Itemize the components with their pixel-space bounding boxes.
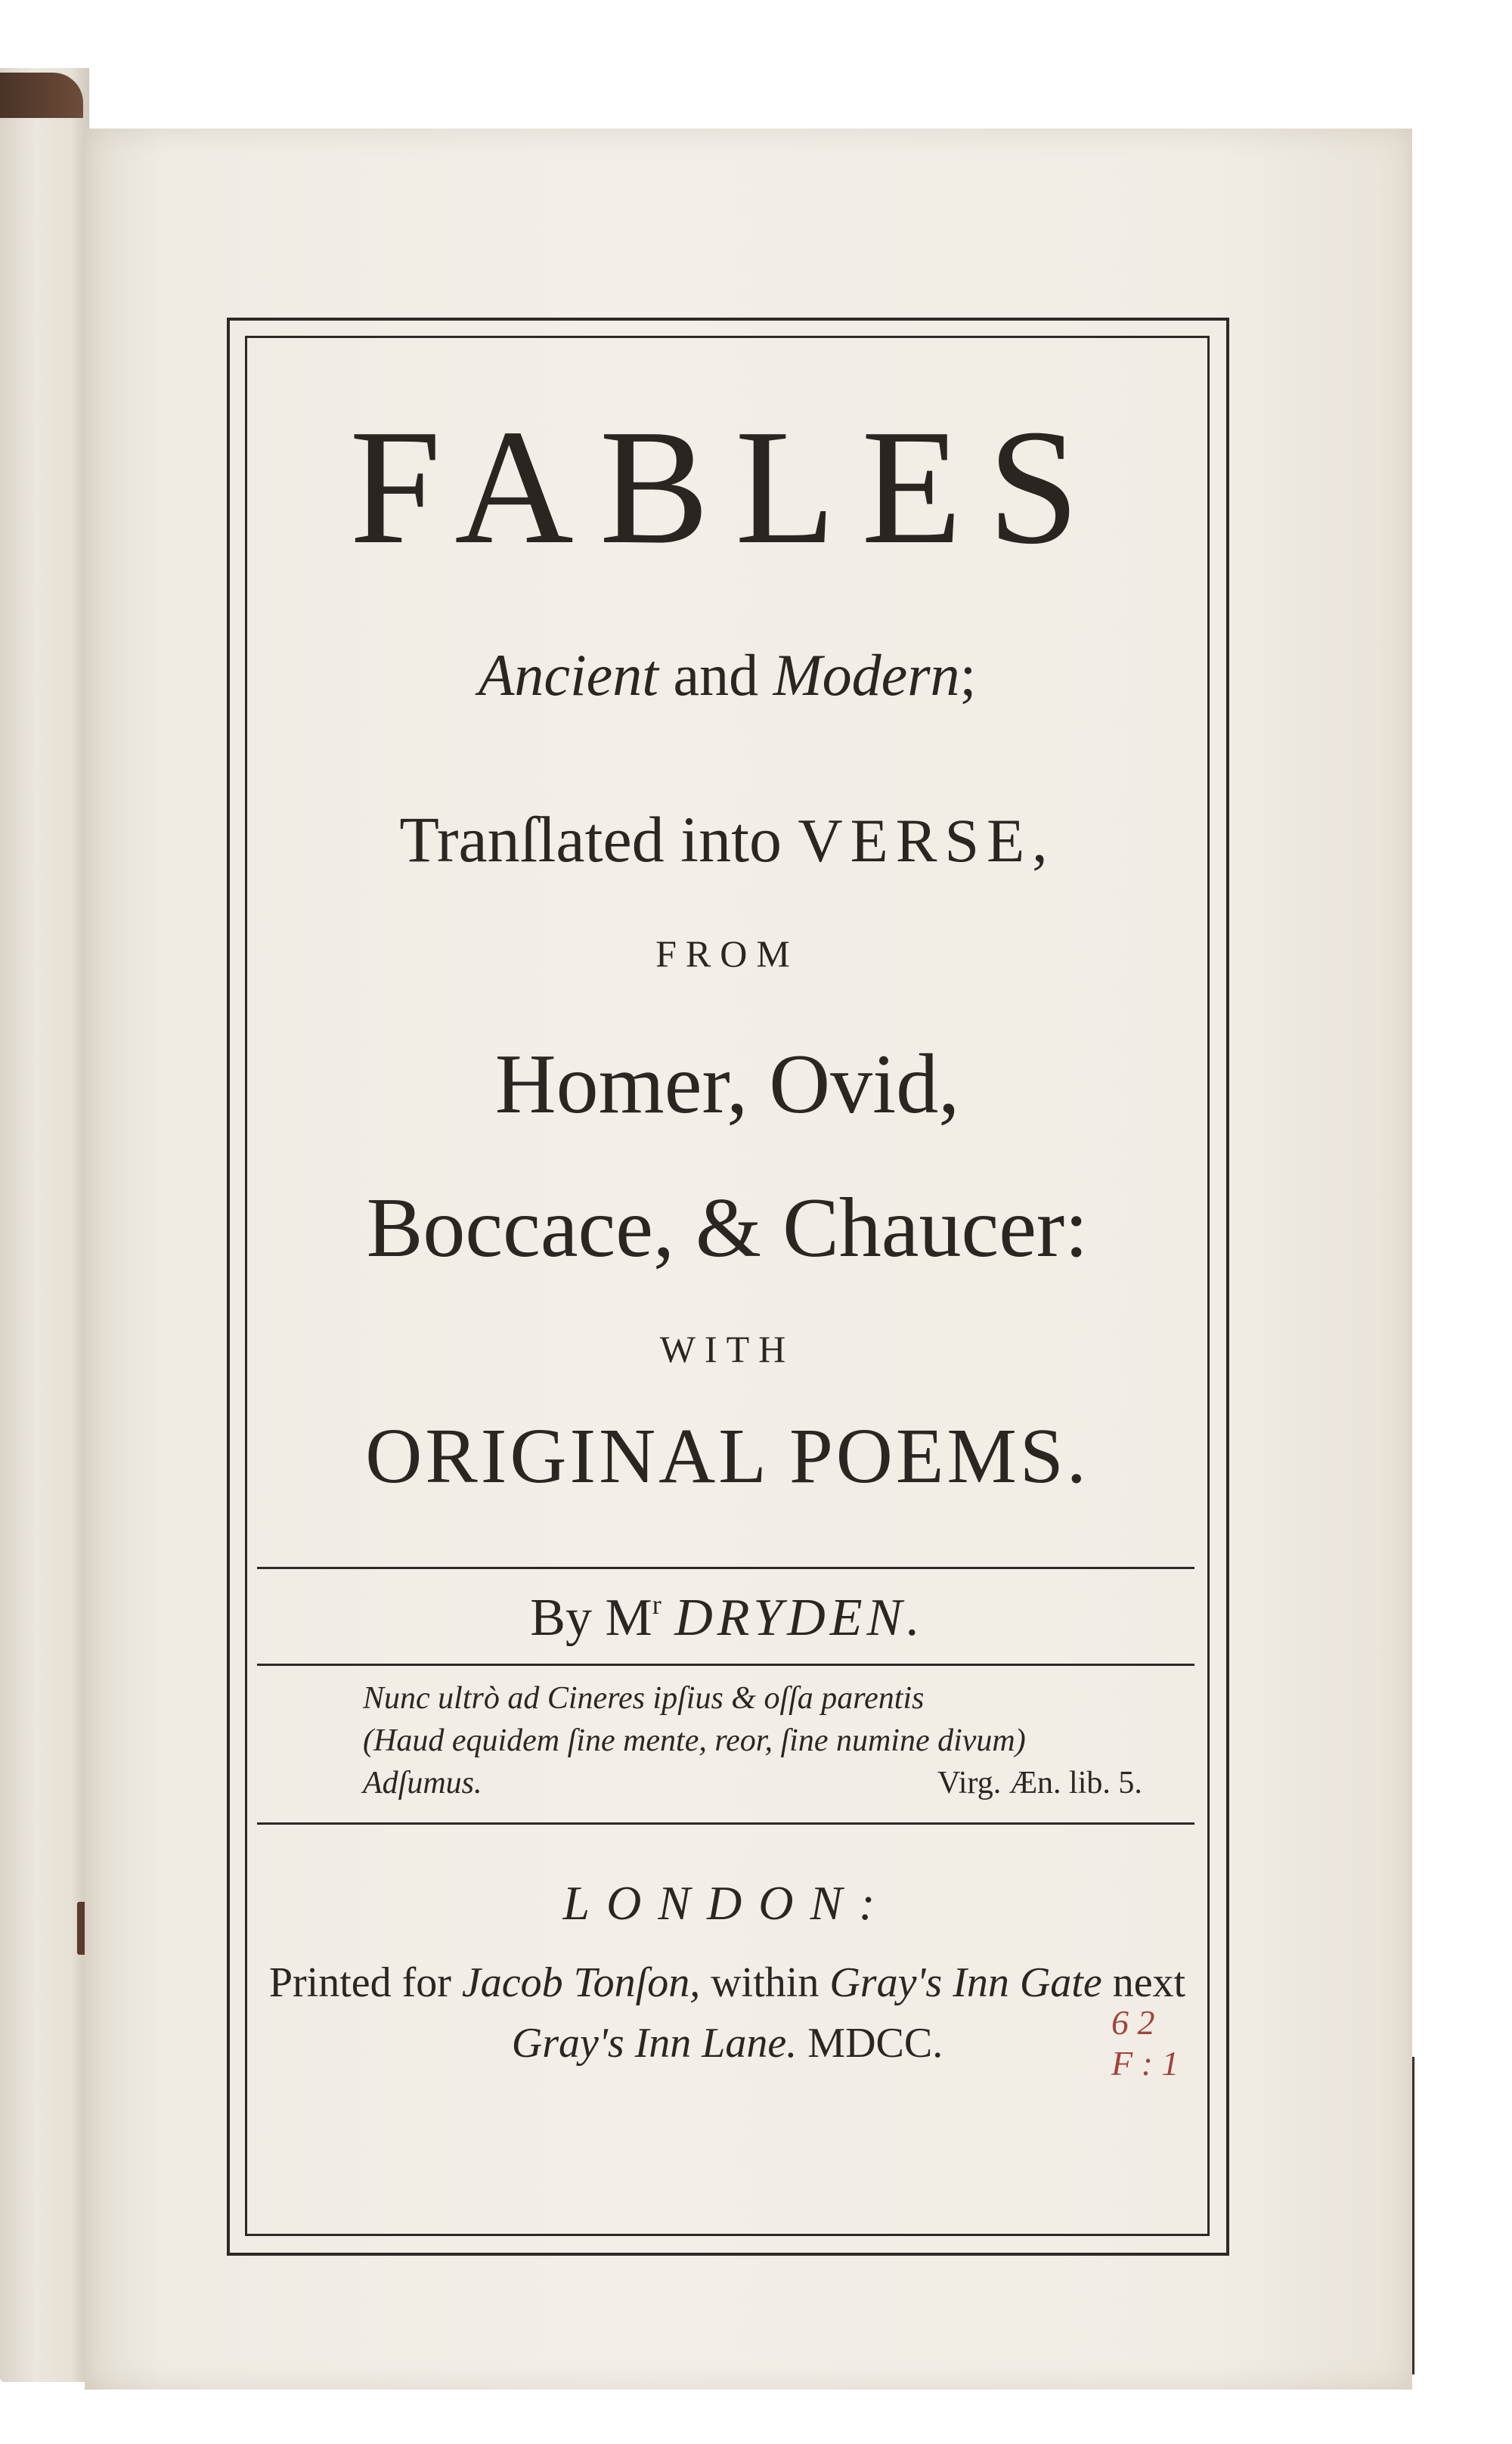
shelfmark-line-1: 6 2 xyxy=(1111,2003,1155,2042)
book-cover-edge xyxy=(0,68,89,2382)
book-title: FABLES xyxy=(349,396,1105,578)
byline xyxy=(245,1588,1210,1648)
subtitle-and: and xyxy=(673,642,759,708)
shelfmark-line-2: F : 1 xyxy=(1111,2044,1179,2083)
inner-border xyxy=(245,336,1210,2236)
imprint-location: Gray's Inn Gate xyxy=(829,1959,1102,2006)
authors-line-2: Boccace, & Chaucer: xyxy=(366,1181,1089,1275)
from-label: FROM xyxy=(655,932,799,975)
with-label: WITH xyxy=(659,1328,795,1370)
translated-line xyxy=(245,802,1210,877)
imprint-next: next xyxy=(1112,1959,1186,2006)
rule-middle xyxy=(257,1664,1194,1666)
translated-verse: VERSE, xyxy=(798,806,1055,875)
subtitle-modern: Modern xyxy=(773,642,960,708)
byline-author: DRYDEN. xyxy=(674,1589,925,1647)
rule-top xyxy=(257,1567,1194,1569)
imprint-year: MDCC. xyxy=(807,2020,943,2067)
epigraph-line-2: (Haud equidem ſine mente, reor, ſine numine divum) xyxy=(363,1723,1026,1758)
imprint-line-1 xyxy=(245,1959,1210,2007)
epigraph-citation: Virg. Æn. lib. 5. xyxy=(937,1766,1142,1800)
imprint-city: LONDON: xyxy=(562,1876,892,1930)
imprint-printed-for: Printed for xyxy=(268,1959,451,2006)
authors-line-1: Homer, Ovid, xyxy=(494,1037,960,1131)
translated-prefix: Tranſlated into xyxy=(399,803,782,876)
original-poems: ORIGINAL POEMS. xyxy=(365,1413,1089,1500)
book-headband xyxy=(0,73,83,118)
subtitle xyxy=(245,641,1210,709)
imprint-lane: Gray's Inn Lane. xyxy=(511,2020,798,2067)
byline-by: By M xyxy=(530,1589,652,1647)
subtitle-semicolon: ; xyxy=(959,642,977,708)
epigraph-line-1: Nunc ultrò ad Cineres ipſius & oſſa parentis xyxy=(363,1681,925,1716)
rule-bottom xyxy=(257,1822,1194,1825)
byline-superscript: r xyxy=(652,1590,662,1620)
imprint-line-2 xyxy=(245,2019,1210,2067)
imprint-within: within xyxy=(711,1959,820,2006)
handwritten-shelfmark xyxy=(1111,2002,1179,2084)
imprint-printer: Jacob Tonſon, xyxy=(461,1959,701,2006)
epigraph-line-3: Adſumus. xyxy=(363,1766,482,1800)
subtitle-ancient: Ancient xyxy=(478,642,658,708)
